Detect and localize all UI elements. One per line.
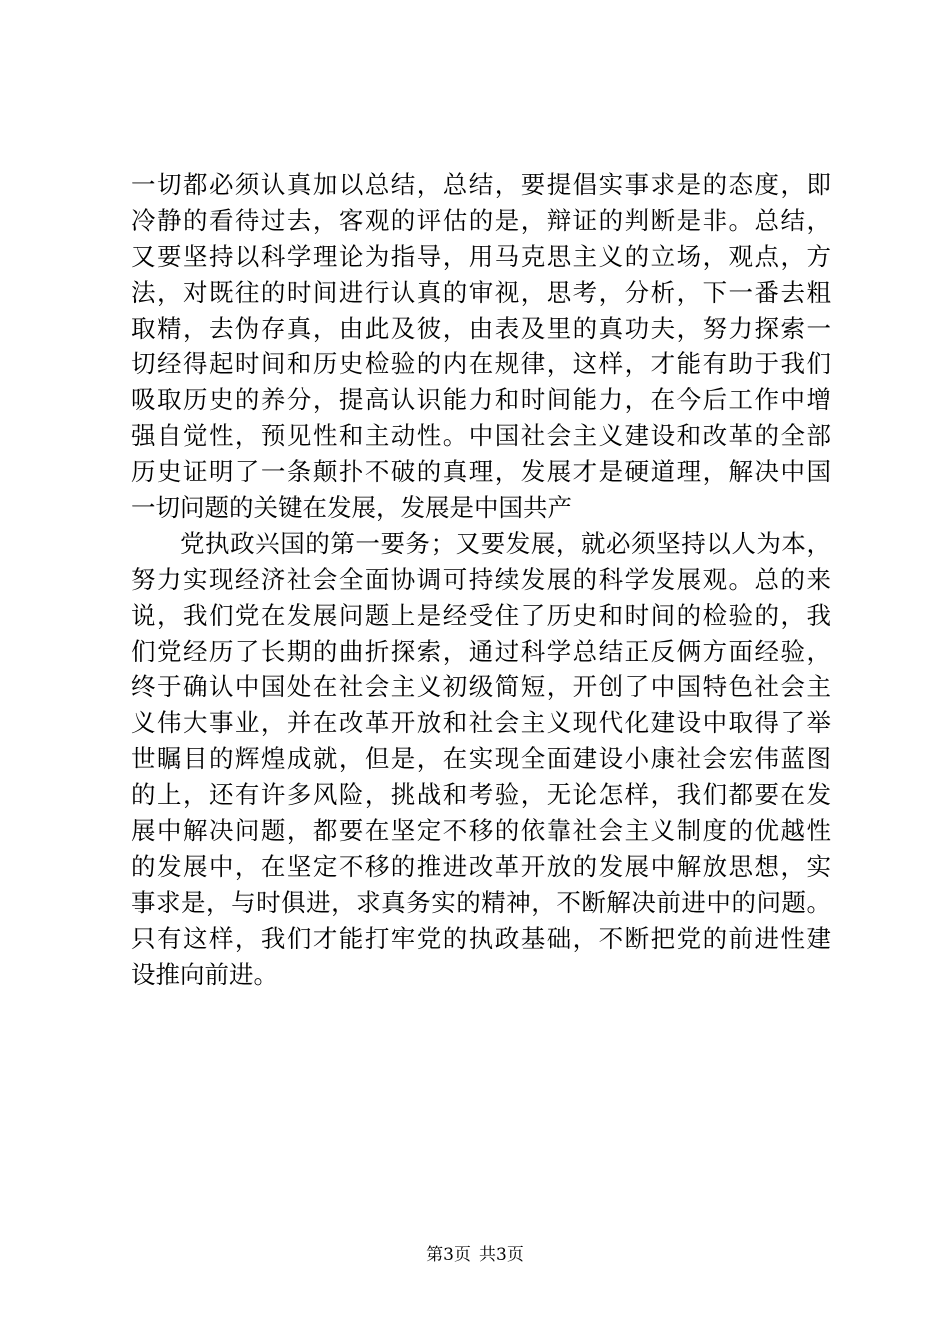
text-line: 只有这样，我们才能打牢党的执政基础，不断把党的前进性建	[131, 923, 831, 953]
text-line: 义伟大事业，并在改革开放和社会主义现代化建设中取得了举	[131, 708, 831, 738]
text-line: 党执政兴国的第一要务；又要发展，就必须坚持以人为本，	[180, 528, 831, 558]
text-line: 展中解决问题，都要在坚定不移的依靠社会主义制度的优越性	[131, 816, 831, 846]
text-line: 法，对既往的时间进行认真的审视，思考，分析，下一番去粗	[131, 277, 831, 307]
text-line: 历史证明了一条颠扑不破的真理，发展才是硬道理，解决中国	[131, 457, 831, 487]
text-line: 的上，还有许多风险，挑战和考验，无论怎样，我们都要在发	[131, 780, 831, 810]
text-line: 一切问题的关键在发展，发展是中国共产	[131, 493, 572, 523]
body-text	[131, 167, 831, 992]
text-line: 又要坚持以科学理论为指导，用马克思主义的立场，观点，方	[131, 241, 831, 271]
text-line: 说，我们党在发展问题上是经受住了历史和时间的检验的，我	[131, 600, 831, 630]
text-line: 终于确认中国处在社会主义初级简短，开创了中国特色社会主	[131, 672, 831, 702]
text-line: 切经得起时间和历史检验的内在规律，这样，才能有助于我们	[131, 349, 831, 379]
text-line: 强自觉性，预见性和主动性。中国社会主义建设和改革的全部	[131, 421, 831, 451]
text-line: 吸取历史的养分，提高认识能力和时间能力，在今后工作中增	[131, 385, 831, 415]
text-line: 的发展中，在坚定不移的推进改革开放的发展中解放思想，实	[131, 851, 831, 881]
text-line: 世瞩目的辉煌成就，但是，在实现全面建设小康社会宏伟蓝图	[131, 744, 831, 774]
page-number-current: 第3页	[426, 1245, 471, 1265]
text-line: 一切都必须认真加以总结，总结，要提倡实事求是的态度，即	[131, 170, 831, 199]
text-line: 事求是，与时俱进，求真务实的精神，不断解决前进中的问题。	[131, 887, 831, 917]
text-line: 冷静的看待过去，客观的评估的是，辩证的判断是非。总结，	[131, 205, 831, 235]
text-line: 们党经历了长期的曲折探索，通过科学总结正反俩方面经验，	[131, 636, 831, 666]
text-line: 努力实现经济社会全面协调可持续发展的科学发展观。总的来	[131, 564, 831, 594]
text-line: 取精，去伪存真，由此及彼，由表及里的真功夫，努力探索一	[131, 313, 831, 343]
page-number-total: 共3页	[479, 1245, 524, 1265]
page-footer	[0, 1244, 950, 1266]
text-line: 设推向前进。	[131, 959, 278, 989]
